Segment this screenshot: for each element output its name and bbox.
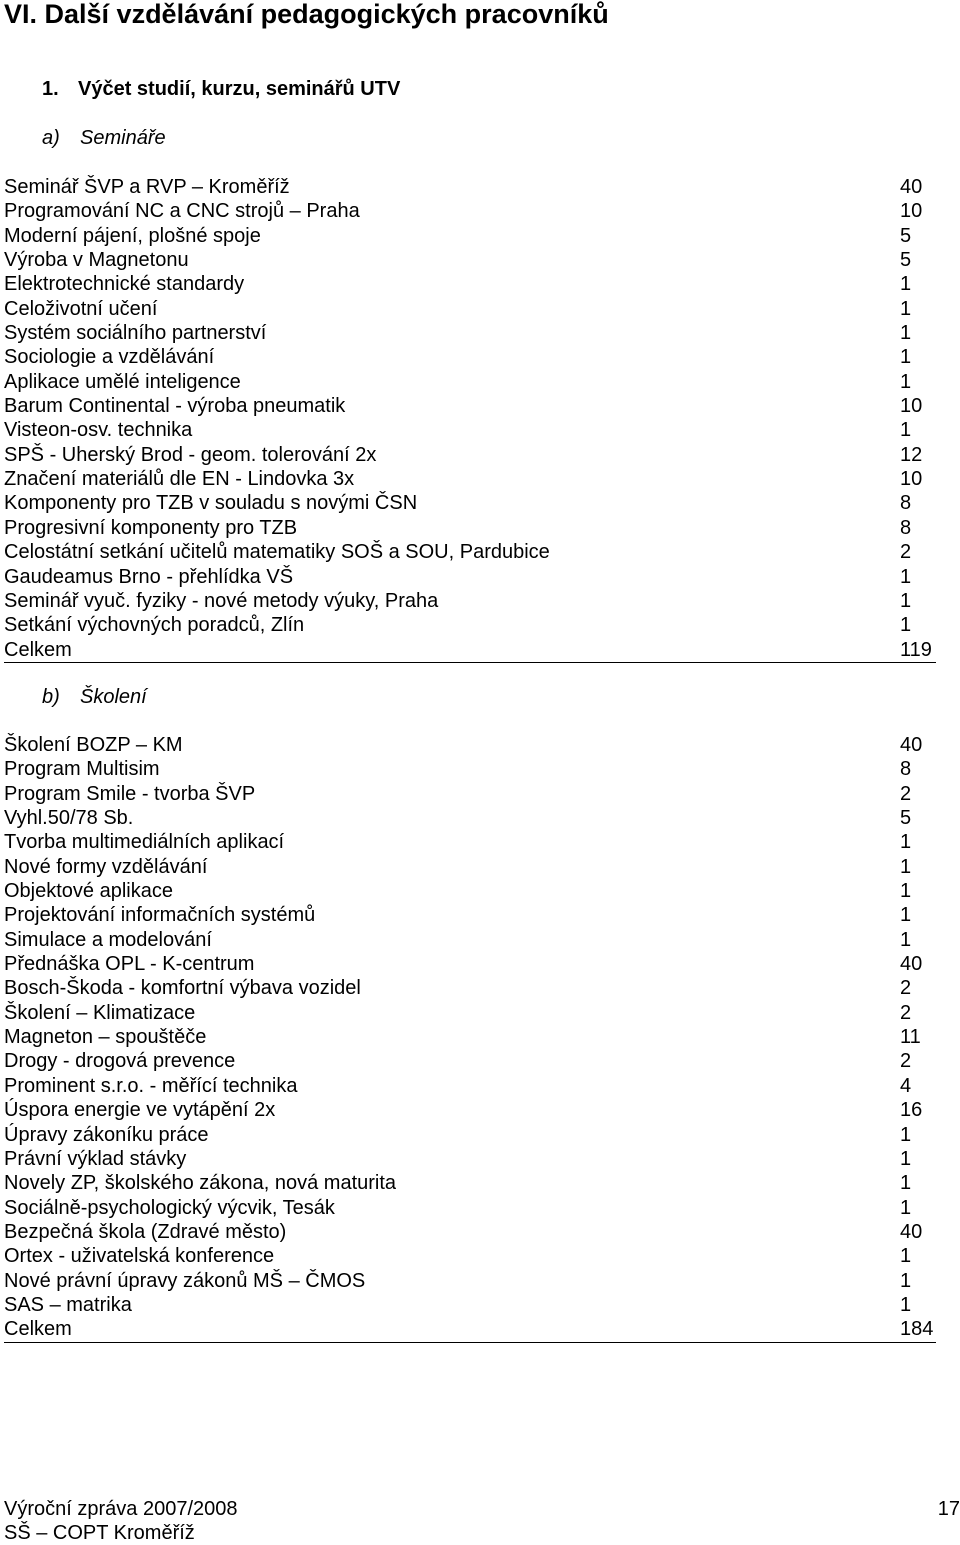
item-count: 5 [900, 224, 912, 247]
list-item [4, 394, 936, 418]
list-item [4, 589, 936, 613]
list-item [4, 565, 936, 589]
item-name: Celoživotní učení [4, 297, 158, 320]
total-label: Celkem [4, 1318, 72, 1341]
list-item [4, 1074, 936, 1098]
list-item [4, 1220, 936, 1244]
item-name: Vyhl.50/78 Sb. [4, 807, 134, 830]
seminars-total-row [4, 638, 936, 663]
item-name: Elektrotechnické standardy [4, 273, 245, 296]
item-name: Značení materiálů dle EN - Lindovka 3x [4, 468, 355, 491]
item-count: 11 [900, 1026, 921, 1049]
item-count: 8 [900, 758, 912, 781]
list-item [4, 467, 936, 491]
list-item [4, 806, 936, 830]
list-item [4, 1244, 936, 1268]
item-count: 1 [900, 370, 912, 393]
footer-school: SŠ – COPT Kroměříž [4, 1522, 195, 1544]
item-count: 1 [900, 831, 912, 854]
item-name: Seminář vyuč. fyziky - nové metody výuky, Praha [4, 589, 439, 612]
page-footer [4, 1497, 960, 1545]
item-count: 2 [900, 977, 912, 1000]
footer-line-1 [4, 1497, 960, 1521]
item-name: SPŠ - Uherský Brod - geom. tolerování 2x [4, 443, 377, 466]
list-item [4, 1269, 936, 1293]
item-count: 1 [900, 1147, 912, 1170]
item-count: 5 [900, 249, 912, 272]
item-count: 1 [900, 1269, 912, 1292]
item-count: 2 [900, 782, 912, 805]
footer-page-number: 17 [937, 1498, 960, 1520]
list-item [4, 879, 936, 903]
trainings-letter: b) [42, 686, 60, 708]
footer-report-title: Výroční zpráva 2007/2008 [4, 1498, 238, 1520]
item-name: Moderní pájení, plošné spoje [4, 224, 261, 247]
item-name: Program Smile - tvorba ŠVP [4, 782, 256, 805]
item-count: 2 [900, 1050, 912, 1073]
list-item [4, 903, 936, 927]
list-item [4, 199, 936, 223]
seminars-list [4, 175, 936, 663]
item-count: 40 [900, 176, 923, 198]
trainings-title: Školení [80, 686, 147, 708]
item-count: 1 [900, 346, 912, 369]
seminars-title: Semináře [80, 127, 166, 149]
item-count: 4 [900, 1074, 912, 1097]
item-count: 1 [900, 1123, 912, 1146]
item-count: 8 [900, 516, 912, 539]
list-item [4, 248, 936, 272]
list-item [4, 1049, 936, 1073]
list-item [4, 757, 936, 781]
seminars-heading [42, 125, 166, 151]
list-item [4, 297, 936, 321]
list-item [4, 1001, 936, 1025]
item-count: 1 [900, 273, 912, 296]
trainings-total-row [4, 1317, 936, 1342]
item-name: SAS – matrika [4, 1293, 132, 1316]
list-item [4, 733, 936, 757]
item-name: Komponenty pro TZB v souladu s novými ČSN [4, 492, 418, 515]
list-item [4, 1293, 936, 1317]
list-item [4, 540, 936, 564]
item-name: Sociologie a vzdělávání [4, 346, 215, 369]
trainings-heading [42, 684, 147, 710]
list-item [4, 491, 936, 515]
item-name: Sociálně-psychologický výcvik, Tesák [4, 1196, 335, 1219]
item-count: 10 [900, 468, 923, 491]
item-name: Projektování informačních systémů [4, 904, 316, 927]
trainings-list [4, 733, 936, 1343]
item-name: Výroba v Magnetonu [4, 249, 189, 272]
section-title: Výčet studií, kurzu, seminářů UTV [78, 78, 401, 100]
list-item [4, 1098, 936, 1122]
item-count: 40 [900, 734, 923, 756]
list-item [4, 1025, 936, 1049]
item-name: Bosch-Škoda - komfortní výbava vozidel [4, 977, 361, 1000]
item-name: Aplikace umělé inteligence [4, 370, 241, 393]
item-name: Tvorba multimediálních aplikací [4, 831, 285, 854]
total-value: 119 [900, 638, 932, 661]
item-count: 1 [900, 855, 912, 878]
item-count: 1 [900, 1196, 912, 1219]
item-name: Seminář ŠVP a RVP – Kroměříž [4, 176, 290, 198]
list-item [4, 1123, 936, 1147]
item-name: Bezpečná škola (Zdravé město) [4, 1220, 287, 1243]
item-name: Nové právní úpravy zákonů MŠ – ČMOS [4, 1269, 366, 1292]
item-name: Progresivní komponenty pro TZB [4, 516, 298, 539]
list-item [4, 613, 936, 637]
item-count: 40 [900, 1220, 923, 1243]
seminars-letter: a) [42, 127, 60, 149]
item-count: 12 [900, 443, 923, 466]
item-name: Program Multisim [4, 758, 160, 781]
list-item [4, 516, 936, 540]
list-item [4, 952, 936, 976]
item-name: Přednáška OPL - K-centrum [4, 953, 255, 976]
item-count: 1 [900, 419, 912, 442]
item-name: Barum Continental - výroba pneumatik [4, 395, 346, 418]
item-name: Magneton – spouštěče [4, 1026, 207, 1049]
item-count: 5 [900, 807, 912, 830]
item-name: Objektové aplikace [4, 880, 173, 903]
item-count: 1 [900, 614, 912, 637]
item-name: Prominent s.r.o. - měřící technika [4, 1074, 298, 1097]
list-item [4, 272, 936, 296]
list-item [4, 175, 936, 199]
item-count: 1 [900, 1245, 912, 1268]
item-name: Setkání výchovných poradců, Zlín [4, 614, 305, 637]
item-count: 1 [900, 589, 912, 612]
item-name: Drogy - drogová prevence [4, 1050, 236, 1073]
item-name: Simulace a modelování [4, 928, 212, 951]
item-count: 1 [900, 565, 912, 588]
item-name: Celostátní setkání učitelů matematiky SOŠ a SOU, Pardubice [4, 541, 550, 564]
item-name: Školení BOZP – KM [4, 734, 183, 756]
section-number: 1. [42, 78, 59, 100]
section-heading [42, 76, 400, 102]
list-item [4, 1171, 936, 1195]
item-name: Gaudeamus Brno - přehlídka VŠ [4, 565, 294, 588]
item-count: 1 [900, 880, 912, 903]
list-item [4, 1196, 936, 1220]
footer-line-2 [4, 1521, 960, 1545]
item-name: Školení – Klimatizace [4, 1001, 196, 1024]
item-count: 1 [900, 928, 912, 951]
list-item [4, 370, 936, 394]
item-name: Úspora energie ve vytápění 2x [4, 1099, 276, 1122]
item-count: 1 [900, 1172, 912, 1195]
item-name: Úpravy zákoníku práce [4, 1123, 209, 1146]
item-count: 1 [900, 904, 912, 927]
item-count: 1 [900, 297, 912, 320]
item-count: 2 [900, 541, 912, 564]
list-item [4, 976, 936, 1000]
list-item [4, 418, 936, 442]
item-name: Novely ZP, školského zákona, nová maturita [4, 1172, 397, 1195]
list-item [4, 1147, 936, 1171]
page-title: VI. Další vzdělávání pedagogických pracovníků [4, 0, 609, 29]
list-item [4, 321, 936, 345]
list-item [4, 345, 936, 369]
list-item [4, 224, 936, 248]
item-count: 10 [900, 200, 923, 223]
item-count: 40 [900, 953, 923, 976]
item-count: 10 [900, 395, 923, 418]
item-count: 1 [900, 322, 912, 345]
list-item [4, 928, 936, 952]
list-item [4, 443, 936, 467]
item-name: Systém sociálního partnerství [4, 322, 267, 345]
item-name: Nové formy vzdělávání [4, 855, 208, 878]
item-count: 16 [900, 1099, 923, 1122]
item-name: Programování NC a CNC strojů – Praha [4, 200, 360, 223]
item-count: 2 [900, 1001, 912, 1024]
list-item [4, 855, 936, 879]
item-name: Visteon-osv. technika [4, 419, 193, 442]
item-count: 8 [900, 492, 912, 515]
total-value: 184 [900, 1318, 934, 1341]
list-item [4, 782, 936, 806]
item-name: Právní výklad stávky [4, 1147, 187, 1170]
item-count: 1 [900, 1293, 912, 1316]
item-name: Ortex - uživatelská konference [4, 1245, 275, 1268]
total-label: Celkem [4, 638, 72, 661]
list-item [4, 830, 936, 854]
